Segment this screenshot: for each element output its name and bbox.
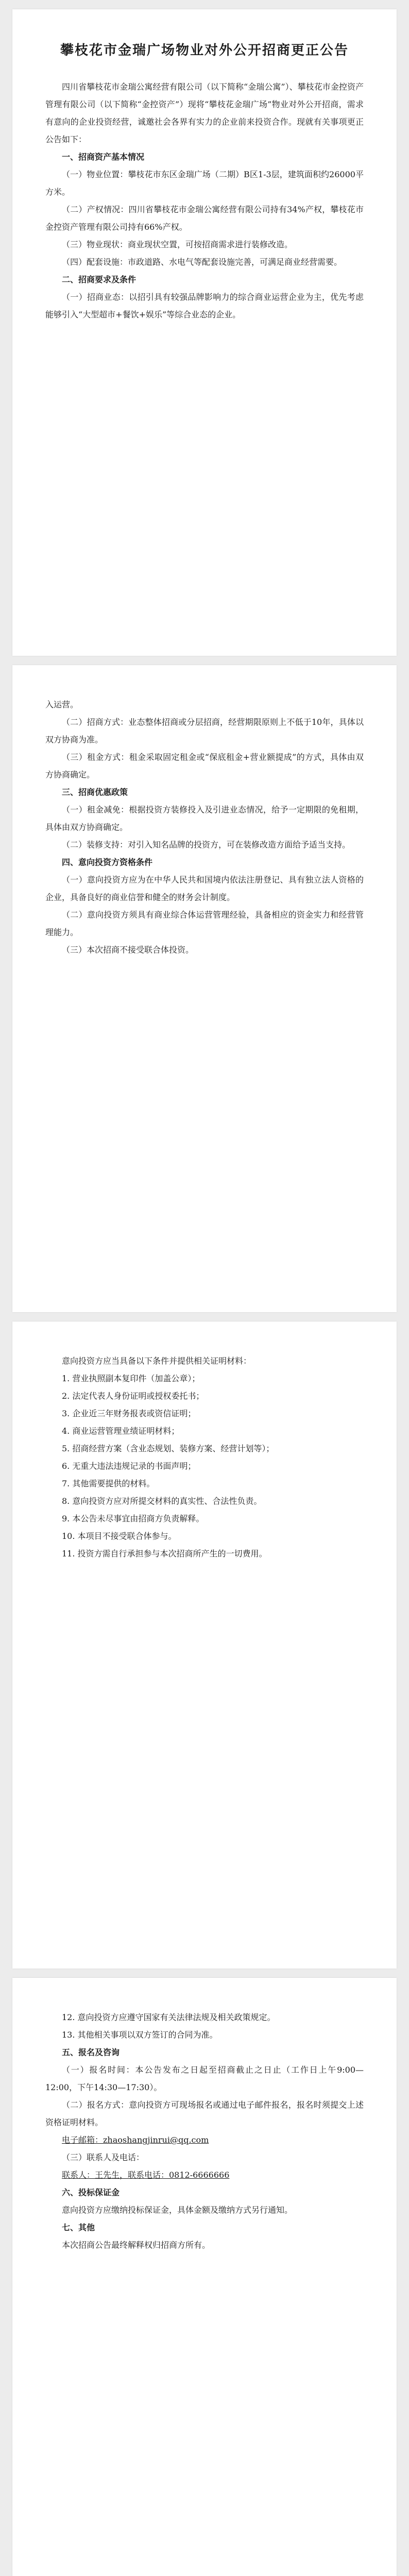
paragraph: （二）装修支持：对引入知名品牌的投资方，可在装修改造方面给予适当支持。 [62, 840, 351, 850]
document-title: 攀枝花市金瑞广场物业对外公开招商更正公告 [60, 43, 349, 58]
list-item: 5. 招商经营方案（含业态规划、装修方案、经营计划等）； [62, 1444, 275, 1453]
paragraph: （一）意向投资方应为在中华人民共和国境内依法注册登记、具有独立法人资格的企业，具备良好的商业信誉和健全的财务会计制度。 [45, 875, 364, 902]
paragraph: （三）租金方式：租金采取固定租金或“保底租金+营业额提成”的方式，具体由双方协商确定。 [45, 752, 364, 779]
list-item: 1. 营业执照副本复印件（加盖公章）； [62, 1374, 200, 1383]
list-item: 8. 意向投资方应对所提交材料的真实性、合法性负责。 [62, 1496, 262, 1506]
paragraph: （二）产权情况：四川省攀枝花市金瑞公寓经营有限公司持有34%产权，攀枝花市金控资产管理有限公司持有66%产权。 [45, 205, 364, 232]
paragraph: （一）物业位置：攀枝花市东区金瑞广场（二期）B区1-3层，建筑面积约26000平方米。 [45, 170, 364, 197]
paragraph: （一）报名时间：本公告发布之日起至招商截止之日止（工作日上午9:00—12:00，下午14:30—17:30）。 [45, 2065, 364, 2092]
email-address[interactable]: 电子邮箱：zhaoshangjinrui@qq.com [62, 2135, 209, 2145]
paragraph: （二）意向投资方须具有商业综合体运营管理经验，具备相应的资金实力和经营管理能力。 [45, 910, 364, 937]
list-item: 11. 投资方需自行承担参与本次招商所产生的一切费用。 [62, 1549, 267, 1558]
list-item: 6. 无重大违法违规记录的书面声明； [62, 1461, 196, 1471]
list-item: 7. 其他需要提供的材料。 [62, 1479, 155, 1488]
paragraph: （二）报名方式：意向投资方可现场报名或通过电子邮件报名，报名时须提交上述资格证明材料。 [45, 2100, 364, 2127]
paragraph: 意向投资方应当具备以下条件并提供相关证明材料： [62, 1356, 252, 1366]
document-page-2 [12, 665, 397, 1312]
document-page-4 [12, 1978, 397, 2576]
document-page-1 [12, 9, 397, 656]
paragraph: 本次招商公告最终解释权归招商方所有。 [62, 2240, 211, 2250]
list-item: 10. 本项目不接受联合体参与。 [62, 1531, 177, 1541]
list-item: 12. 意向投资方应遵守国家有关法律法规及相关政策规定。 [62, 2012, 276, 2022]
paragraph: （四）配套设施：市政道路、水电气等配套设施完善，可满足商业经营需要。 [62, 257, 343, 267]
paragraph: （一）租金减免：根据投资方装修投入及引进业态情况，给予一定期限的免租期，具体由双方协商确定。 [45, 805, 364, 832]
section-heading-4: 四、意向投资方资格条件 [62, 857, 153, 867]
section-heading-3: 三、招商优惠政策 [62, 787, 128, 797]
section-heading-5: 五、报名及咨询 [62, 2047, 120, 2057]
section-heading-1: 一、招商资产基本情况 [62, 152, 145, 162]
paragraph: （二）招商方式：业态整体招商或分层招商，经营期限原则上不低于10年，具体以双方协商为准。 [45, 717, 364, 744]
list-item: 3. 企业近三年财务报表或资信证明； [62, 1409, 196, 1418]
list-item: 2. 法定代表人身份证明或授权委托书； [62, 1391, 204, 1401]
contact-info: 联系人：王先生，联系电话：0812-6666666 [62, 2170, 230, 2180]
list-item: 13. 其他相关事项以双方签订的合同为准。 [62, 2030, 218, 2040]
paragraph: （三）物业现状：商业现状空置，可按招商需求进行装修改造。 [62, 240, 293, 249]
list-item: 4. 商业运营管理业绩证明材料； [62, 1426, 180, 1436]
document-page-3 [12, 1321, 397, 1969]
section-heading-2: 二、招商要求及条件 [62, 275, 137, 284]
section-heading-6: 六、投标保证金 [62, 2188, 120, 2197]
paragraph: （一）招商业态：以招引具有较强品牌影响力的综合商业运营企业为主，优先考虑能够引入“大型超市+餐饮+娱乐”等综合业态的企业。 [45, 292, 364, 319]
paragraph: （三）联系人及电话： [62, 2153, 145, 2162]
intro-paragraph: 四川省攀枝花市金瑞公寓经营有限公司（以下简称“金瑞公寓”）、攀枝花市金控资产管理有限公司（以下简称“金控资产”）现将“攀枝花金瑞广场”物业对外公开招商，需求有意向的企业投资经营，诚邀社会各界有实力的企业前来投资合作。现就有关事项更正公告如下： [45, 82, 364, 144]
paragraph: 入运营。 [45, 700, 79, 709]
paragraph: 意向投资方应缴纳投标保证金，具体金额及缴纳方式另行通知。 [62, 2205, 293, 2215]
section-heading-7: 七、其他 [62, 2223, 95, 2232]
list-item: 9. 本公告未尽事宜由招商方负责解释。 [62, 1514, 204, 1523]
paragraph: （三）本次招商不接受联合体投资。 [62, 945, 194, 955]
